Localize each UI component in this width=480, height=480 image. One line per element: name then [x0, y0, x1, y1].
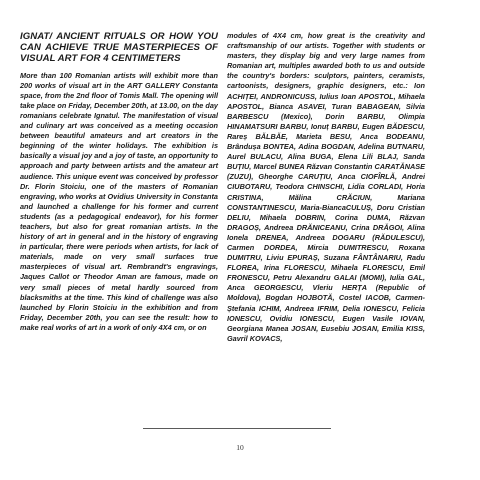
footer-divider — [143, 428, 331, 429]
left-column — [20, 31, 218, 333]
page-number: 10 — [236, 443, 244, 452]
article-body-left: More than 100 Romanian artists will exhibit more than 200 works of visual art in the ART GALLERY Constanta space, from the 2nd floor of Tomis Mall. The opening will take place on Friday, December 20th, at 13.00, on the day romanians celebrate Ignatul. The manifestation of visual and culinary art was conceived as a meeting occasion between beautiful amateurs and art creators in the beginning of the winter holidays. The exhibition is basically a visual joy and a joy of taste, an opportunity to approach and party between artists and the amateur art audience. This unique event was conceived by professor Dr. Florin Stoiciu, one of the masters of Romanian engraving, who works at Ovidius University in Constanta and launched a challenge for his former and current students (as a pedagogical endeavor), for his former teachers, but also for great romanian artists. In the history of art in general and in the history of engraving in particular, there were periods when artists, for lack of materials, made on very small surfaces true masterpieces of visual art. Rembrandt's engravings, Jaques Callot or Theodor Aman are famous, made on very small pieces of metal hardly sourced from blacksmiths at the time. This kind of challenge was also launched by Florin Stoiciu in the exhibition and from Friday, December 20th, you can see the result: how to make real works of art in a work of only 4X4 cm, or on — [20, 70, 218, 332]
article-title: IGNAT/ ANCIENT RITUALS OR HOW YOU CAN ACHIEVE TRUE MASTERPIECES OF VISUAL ART FOR 4 CENTIMETERS — [20, 31, 218, 65]
article-body-right: modules of 4X4 cm, how great is the creativity and craftsmanship of our artists. Together with students or masters, they display big and very large names from Romanian art, multiples awarded both to us and outside the country's borders: sculptors, painters, ceramists, cartoonists, designers, graphic designers, etc.: Ion ACHIȚEI, ANDRONICUSS, Iulius Ioan APOSTOL, Mihaela APOSTOL, Bianca ASAVEI, Turan BABAGEAN, Silvia BARBESCU (Mexico), Dorin BARBU, Olimpia HINAMATSURI BARBU, Ionuț BARBU, Eugen BĂDESCU, Rareș BĂLBĂE, Marieta BESU, Anca BODEANU, Brândușa BONTEA, Adina BOGDAN, Adelina BUTNARU, Aurel BULACU, Alina BUGA, Elena Lili BLAJ, Sanda BUȚIU, Marcel BUNEA Răzvan Constantin CARATĂNASE (ZUZU), Gheorghe CARUȚIU, Anca CIOFÎRLĂ, Andrei CIUBOTARU, Teodora CHINSCHI, Lidia CORLADI, Horia CRISTINA, Mălina CRĂCIUN, Mariana CONSTANTINESCU, Maria-BiancaCULUȘ, Doru Cristian DELIU, Mihaela DOBRIN, Corina DUMA, Răzvan DRAGOȘ, Andreea DRĂNICEANU, Crina DRĂGOI, Alina Ionela DRENEA, Andreea DOGARU (RĂDULESCU), Carmen DORDEA, Mircia DUMITRESCU, Roxana DUMITRU, Liviu EPURAȘ, Suzana FÂNTÂNARIU, Radu FLOREA, Irina FLORESCU, Mihaela FLORESCU, Emil FRONESCU, Petru Alexandru GALAI (MOMI), Iulia GAL, Anca GEORGESCU, Vleriu HERȚA (Republic of Moldova), Bogdan HOJBOTĂ, Costel IACOB, Carmen-Ștefania ICHIM, Andreea IFRIM, Delia IONESCU, Felicia IONESCU, Ovidiu IONESCU, Eugen Vasile IOVAN, Georgiana Manea JOSAN, Eusebiu JOSAN, Emilia KISS, Gavril KOVACS, — [227, 31, 425, 343]
right-column — [227, 31, 425, 344]
